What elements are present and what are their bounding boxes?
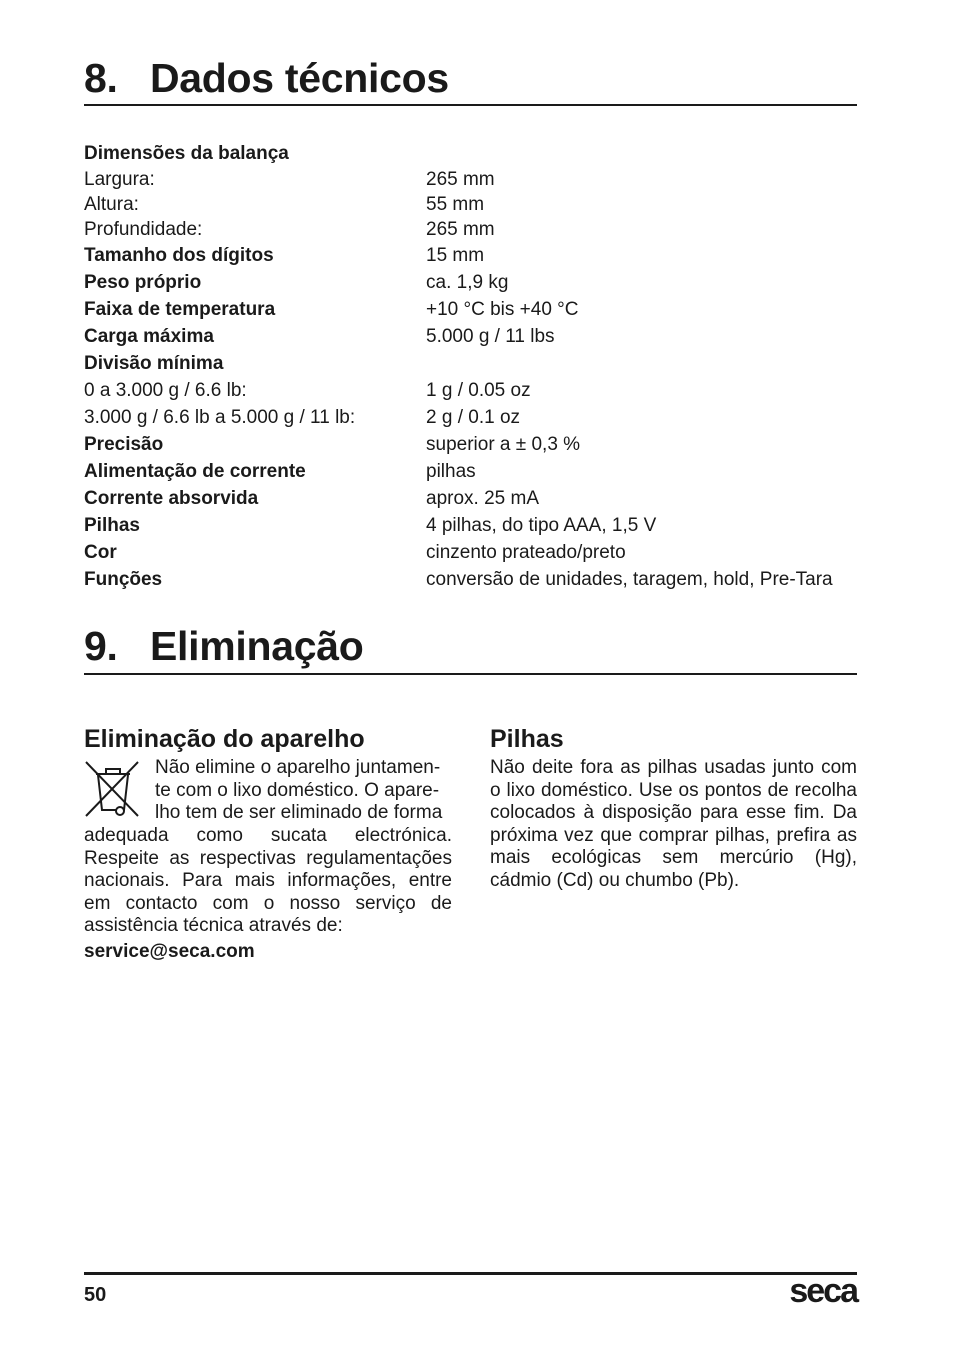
spec-label: Largura: xyxy=(84,169,155,190)
spec-row xyxy=(84,377,864,404)
spec-row xyxy=(84,512,864,539)
spec-label: Cor xyxy=(84,542,117,563)
spec-value: +10 °C bis +40 °C xyxy=(426,299,579,320)
disposal-line: Não elimine o aparelho juntamen- xyxy=(155,757,441,778)
section-number: 9. xyxy=(84,623,118,669)
spec-row xyxy=(84,485,864,512)
page-number: 50 xyxy=(84,1284,107,1306)
section-title: Dados técnicos xyxy=(150,55,449,101)
spec-value: superior a ± 0,3 % xyxy=(426,434,581,455)
spec-row xyxy=(84,539,864,566)
spec-value: cinzento prateado/preto xyxy=(426,542,626,563)
spec-row xyxy=(84,217,864,242)
spec-label: Alimentação de corrente xyxy=(84,461,306,482)
spec-value: ca. 1,9 kg xyxy=(426,272,509,293)
spec-value: 55 mm xyxy=(426,194,485,215)
spec-label: 0 a 3.000 g / 6.6 lb: xyxy=(84,380,247,401)
spec-label: Carga máxima xyxy=(84,326,214,347)
section-9-heading xyxy=(84,623,857,669)
spec-value: pilhas xyxy=(426,461,476,482)
disposal-paragraph: adequada como sucata electrónica. Respeite as respectivas regulamentações nacionais. Para mais informações, entre em contacto com o nosso serviço de assistência técnica através de: xyxy=(84,825,452,937)
crossed-out-wheelie-bin-icon xyxy=(84,760,142,820)
spec-row xyxy=(84,566,864,593)
spec-value: 2 g / 0.1 oz xyxy=(426,407,521,428)
spec-value: 5.000 g / 11 lbs xyxy=(426,326,555,347)
spec-value: 4 pilhas, do tipo AAA, 1,5 V xyxy=(426,515,657,536)
section-9-rule xyxy=(84,673,857,675)
spec-row xyxy=(84,167,864,192)
section-title: Eliminação xyxy=(150,623,364,669)
service-email: service@seca.com xyxy=(84,941,255,962)
spec-value: conversão de unidades, taragem, hold, Pre-Tara xyxy=(426,569,833,590)
spec-row xyxy=(84,140,864,167)
spec-row xyxy=(84,192,864,217)
spec-row xyxy=(84,296,864,323)
spec-label: Altura: xyxy=(84,194,139,215)
spec-row xyxy=(84,242,864,269)
spec-row xyxy=(84,350,864,377)
spec-label: Funções xyxy=(84,569,163,590)
spec-value: aprox. 25 mA xyxy=(426,488,539,509)
spec-label: Tamanho dos dígitos xyxy=(84,245,274,266)
spec-label: Divisão mínima xyxy=(84,353,224,374)
spec-row xyxy=(84,431,864,458)
section-number: 8. xyxy=(84,55,118,101)
spec-label: Precisão xyxy=(84,434,164,455)
spec-label: Peso próprio xyxy=(84,272,202,293)
disposal-heading: Eliminação do aparelho xyxy=(84,725,365,753)
spec-label: Pilhas xyxy=(84,515,140,536)
spec-label: Profundidade: xyxy=(84,219,203,240)
spec-row xyxy=(84,458,864,485)
section-8-rule xyxy=(84,104,857,106)
spec-value: 265 mm xyxy=(426,219,495,240)
spec-label: 3.000 g / 6.6 lb a 5.000 g / 11 lb: xyxy=(84,407,356,428)
spec-label: Corrente absorvida xyxy=(84,488,259,509)
disposal-wrap-text xyxy=(155,757,452,825)
disposal-line: lho tem de ser eliminado de forma xyxy=(155,802,443,824)
spec-label: Dimensões da balança xyxy=(84,143,289,164)
technical-data-table xyxy=(84,140,864,593)
disposal-line: te com o lixo doméstico. O apare- xyxy=(155,779,440,801)
spec-label: Faixa de temperatura xyxy=(84,299,276,320)
spec-row xyxy=(84,404,864,431)
spec-value: 15 mm xyxy=(426,245,485,266)
seca-logo: seca xyxy=(789,1272,857,1310)
section-8-heading xyxy=(84,55,857,101)
spec-value: 265 mm xyxy=(426,169,495,190)
batteries-heading: Pilhas xyxy=(490,725,564,753)
batteries-paragraph: Não deite fora as pilhas usadas junto com o lixo doméstico. Use os pontos de recolha colocados à disposição para esse fim. Da próxima vez que comprar pilhas, prefira as mais ecológicas sem mercúrio (Hg), cádmio (Cd) ou chumbo (Pb). xyxy=(490,757,857,891)
footer-rule xyxy=(84,1272,857,1275)
spec-row xyxy=(84,323,864,350)
spec-row xyxy=(84,269,864,296)
spec-value: 1 g / 0.05 oz xyxy=(426,380,531,401)
